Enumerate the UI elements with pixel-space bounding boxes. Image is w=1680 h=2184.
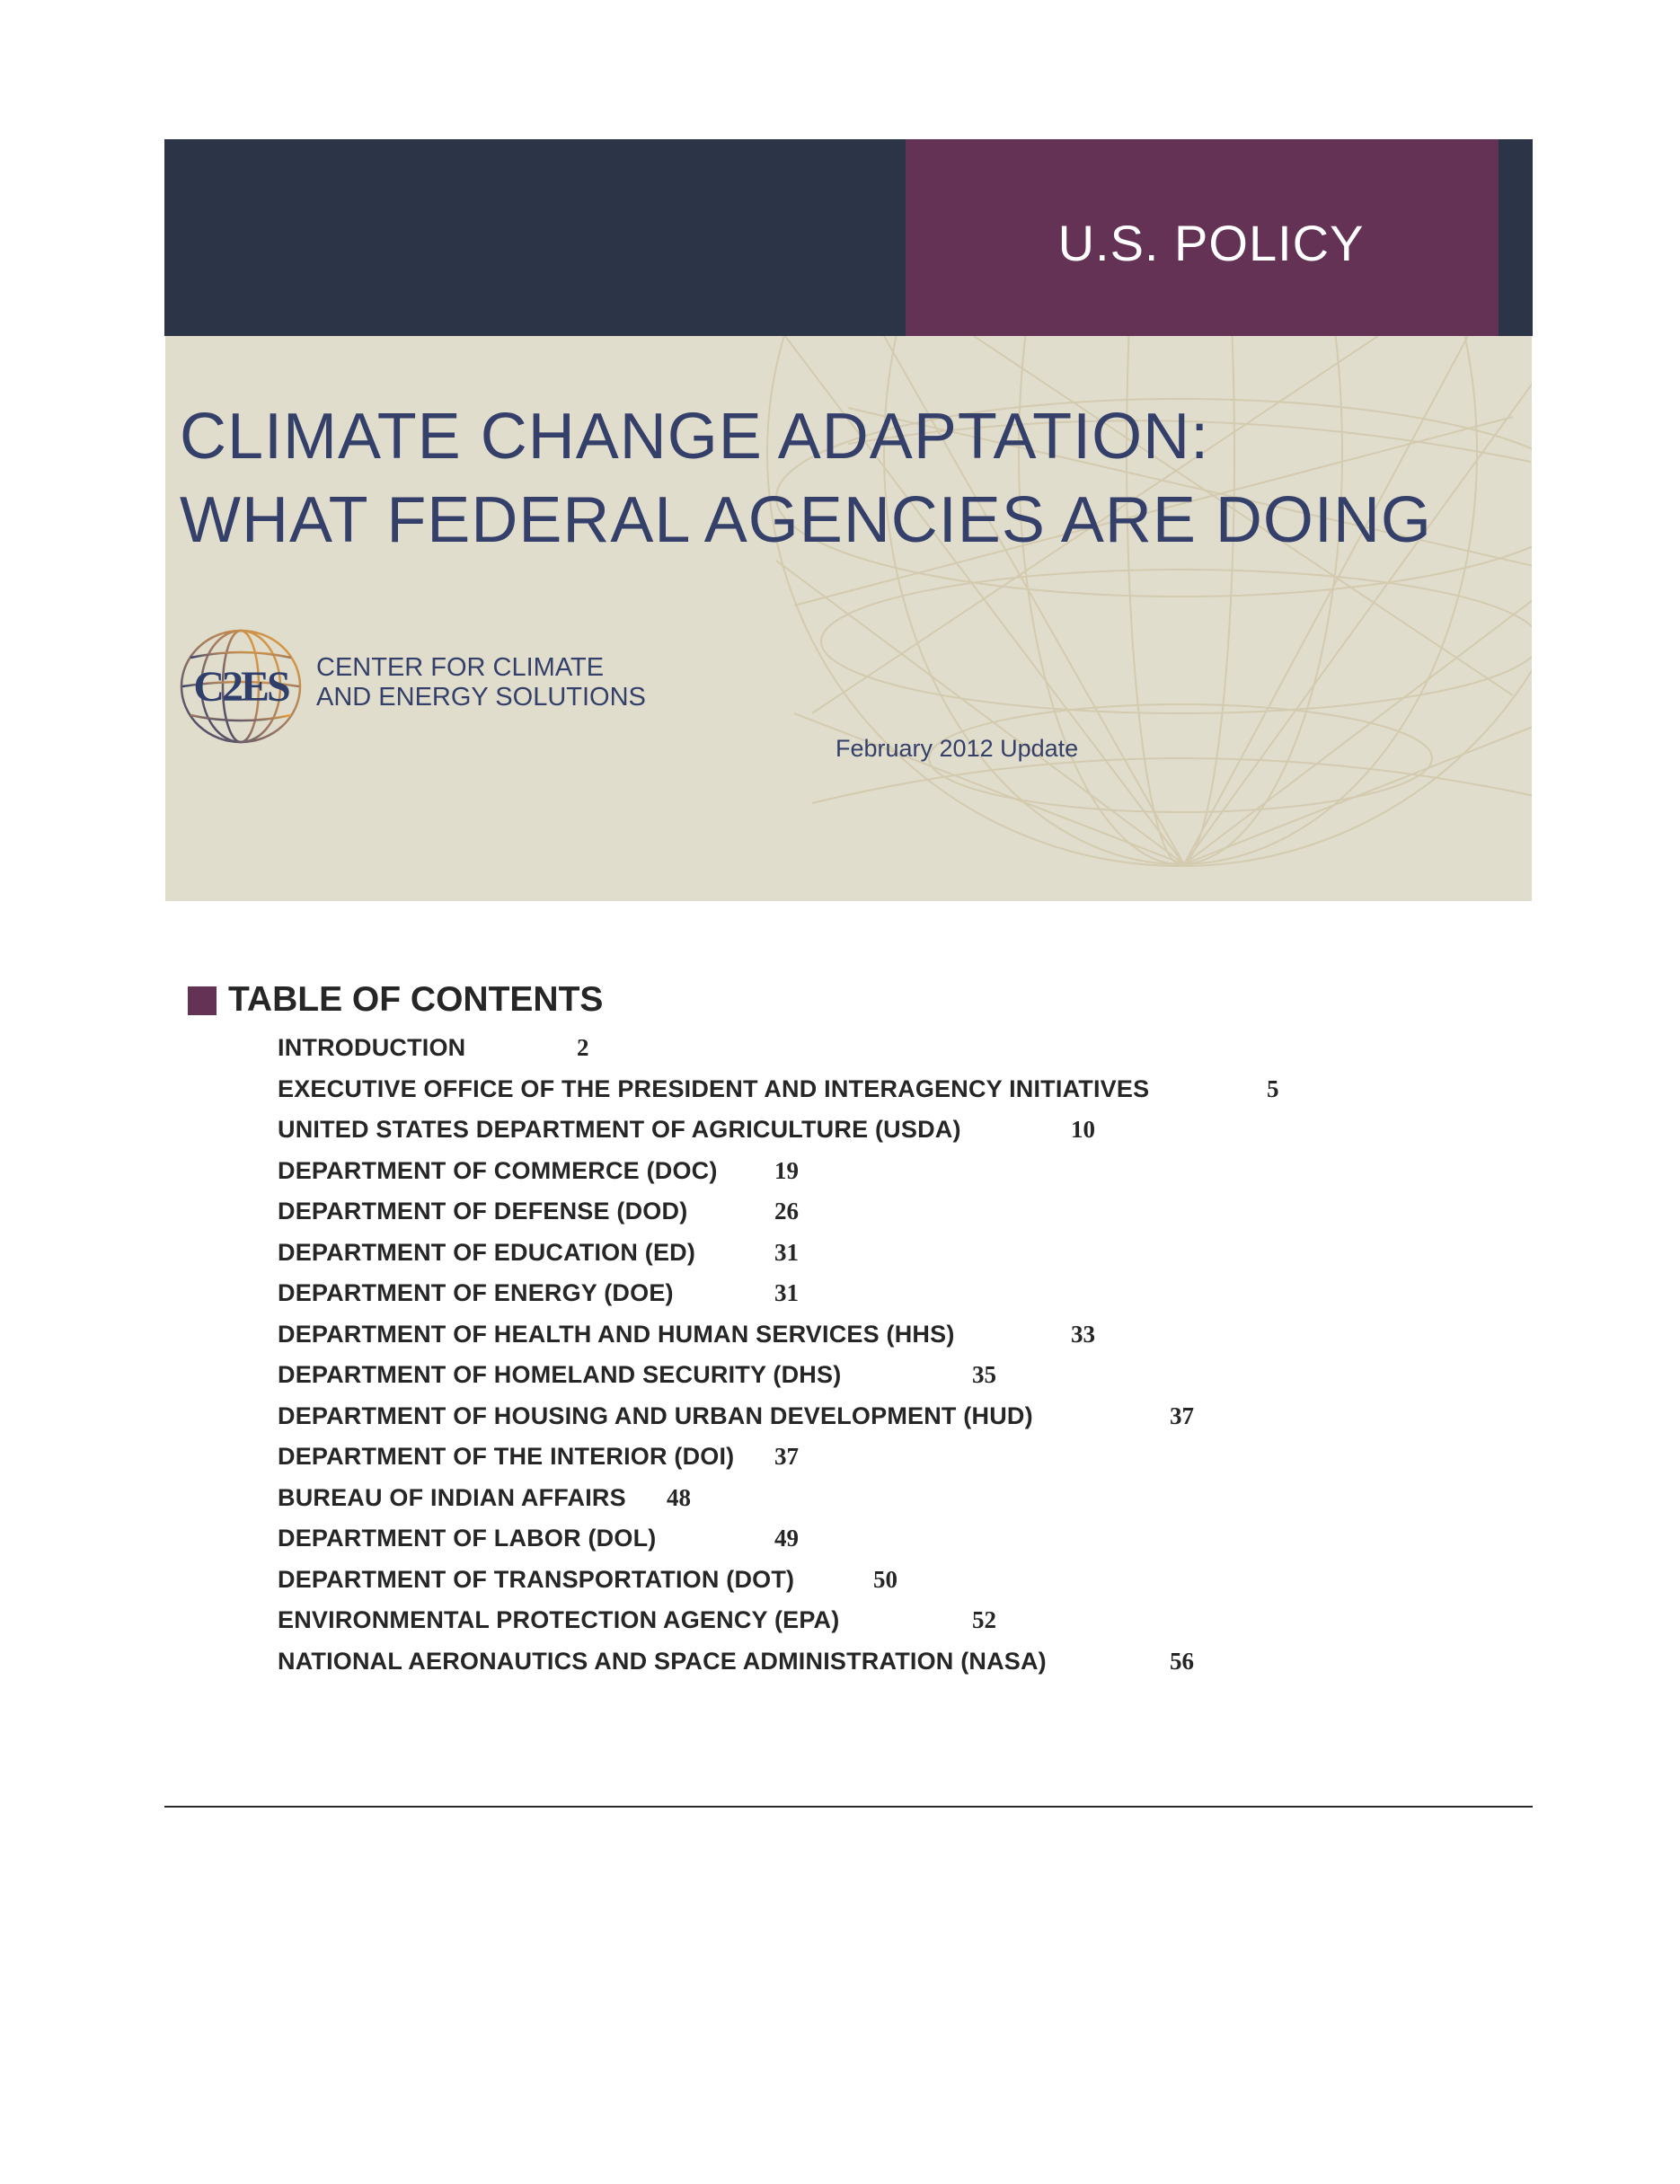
- organization-name: [316, 653, 646, 712]
- toc-entry-page-number[interactable]: 5: [1267, 1074, 1279, 1102]
- toc-entry-label[interactable]: BUREAU OF INDIAN AFFAIRS: [278, 1483, 626, 1511]
- toc-entry[interactable]: [0, 1234, 1680, 1270]
- toc-entry-page-number[interactable]: 2: [577, 1034, 589, 1061]
- toc-entry-page-number[interactable]: 33: [1071, 1320, 1095, 1348]
- publication-date: February 2012 Update: [836, 735, 1079, 762]
- toc-entry[interactable]: [0, 1357, 1680, 1393]
- toc-entry-label[interactable]: DEPARTMENT OF DEFENSE (DOD): [278, 1198, 688, 1225]
- toc-entry-page-number[interactable]: 26: [774, 1198, 799, 1225]
- toc-entry-page-number[interactable]: 52: [972, 1606, 996, 1633]
- logo-mark: C2ES: [193, 663, 288, 711]
- toc-entry[interactable]: [0, 1561, 1680, 1597]
- toc-entry[interactable]: [0, 1480, 1680, 1516]
- organization-name-line-1: CENTER FOR CLIMATE: [316, 653, 605, 682]
- toc-entry-page-number[interactable]: 31: [774, 1279, 799, 1306]
- toc-entry-page-number[interactable]: 37: [774, 1443, 799, 1470]
- toc-entry-page-number[interactable]: 19: [774, 1156, 799, 1184]
- toc-entry-page-number[interactable]: 48: [667, 1483, 691, 1511]
- toc-entry-label[interactable]: DEPARTMENT OF ENERGY (DOE): [278, 1279, 674, 1306]
- title-line-2: WHAT FEDERAL AGENCIES ARE DOING: [180, 484, 1432, 556]
- title-line-1: CLIMATE CHANGE ADAPTATION:: [180, 401, 1210, 473]
- toc-entry-page-number[interactable]: 35: [972, 1361, 996, 1388]
- toc-entry-label[interactable]: DEPARTMENT OF HEALTH AND HUMAN SERVICES (HHS): [278, 1320, 955, 1348]
- section-label: U.S. POLICY: [1057, 215, 1365, 271]
- toc-entry-label[interactable]: DEPARTMENT OF THE INTERIOR (DOI): [278, 1443, 735, 1470]
- toc-entry[interactable]: [0, 1071, 1680, 1107]
- toc-entry-label[interactable]: ENVIRONMENTAL PROTECTION AGENCY (EPA): [278, 1606, 840, 1633]
- toc-entry-page-number[interactable]: 56: [1170, 1647, 1194, 1675]
- toc-entry-page-number[interactable]: 31: [774, 1238, 799, 1266]
- toc-entry[interactable]: [0, 1153, 1680, 1189]
- toc-entry-page-number[interactable]: 10: [1071, 1116, 1095, 1143]
- section-label-block: [906, 139, 1499, 336]
- toc-entry[interactable]: [0, 1602, 1680, 1638]
- toc-entry-page-number[interactable]: 49: [774, 1525, 799, 1552]
- toc-entry-label[interactable]: DEPARTMENT OF TRANSPORTATION (DOT): [278, 1565, 795, 1593]
- toc-heading: TABLE OF CONTENTS: [228, 980, 604, 1019]
- toc-entry[interactable]: [0, 1030, 1680, 1065]
- toc-entry-label[interactable]: DEPARTMENT OF HOMELAND SECURITY (DHS): [278, 1361, 842, 1388]
- footer-rule: [164, 1806, 1533, 1808]
- toc-entry[interactable]: [0, 1398, 1680, 1434]
- toc-entry-label[interactable]: DEPARTMENT OF HOUSING AND URBAN DEVELOPMENT (HUD): [278, 1401, 1033, 1429]
- toc-entry-label[interactable]: INTRODUCTION: [278, 1034, 466, 1061]
- toc-entry[interactable]: [0, 1111, 1680, 1147]
- toc-entry[interactable]: [0, 1438, 1680, 1474]
- toc-entry[interactable]: [0, 1643, 1680, 1679]
- toc-entry-page-number[interactable]: 50: [873, 1565, 897, 1593]
- toc-entry-label[interactable]: DEPARTMENT OF LABOR (DOL): [278, 1525, 657, 1552]
- toc-entry[interactable]: [0, 1316, 1680, 1352]
- document-title: [180, 395, 1432, 562]
- organization-name-line-2: AND ENERGY SOLUTIONS: [316, 683, 646, 712]
- toc-entry-label[interactable]: UNITED STATES DEPARTMENT OF AGRICULTURE (USDA): [278, 1116, 961, 1143]
- c2es-logo-icon: [178, 627, 304, 746]
- toc-entry[interactable]: [0, 1193, 1680, 1229]
- toc-entry-label[interactable]: DEPARTMENT OF EDUCATION (ED): [278, 1238, 696, 1266]
- toc-entry-label[interactable]: DEPARTMENT OF COMMERCE (DOC): [278, 1156, 718, 1184]
- toc-bullet-square: [188, 986, 217, 1015]
- toc-entry[interactable]: [0, 1520, 1680, 1556]
- toc-entry[interactable]: [0, 1275, 1680, 1311]
- toc-entry-page-number[interactable]: 37: [1170, 1401, 1194, 1429]
- toc-entry-label[interactable]: NATIONAL AERONAUTICS AND SPACE ADMINISTRATION (NASA): [278, 1647, 1047, 1675]
- toc-entry-label[interactable]: EXECUTIVE OFFICE OF THE PRESIDENT AND INTERAGENCY INITIATIVES: [278, 1074, 1150, 1102]
